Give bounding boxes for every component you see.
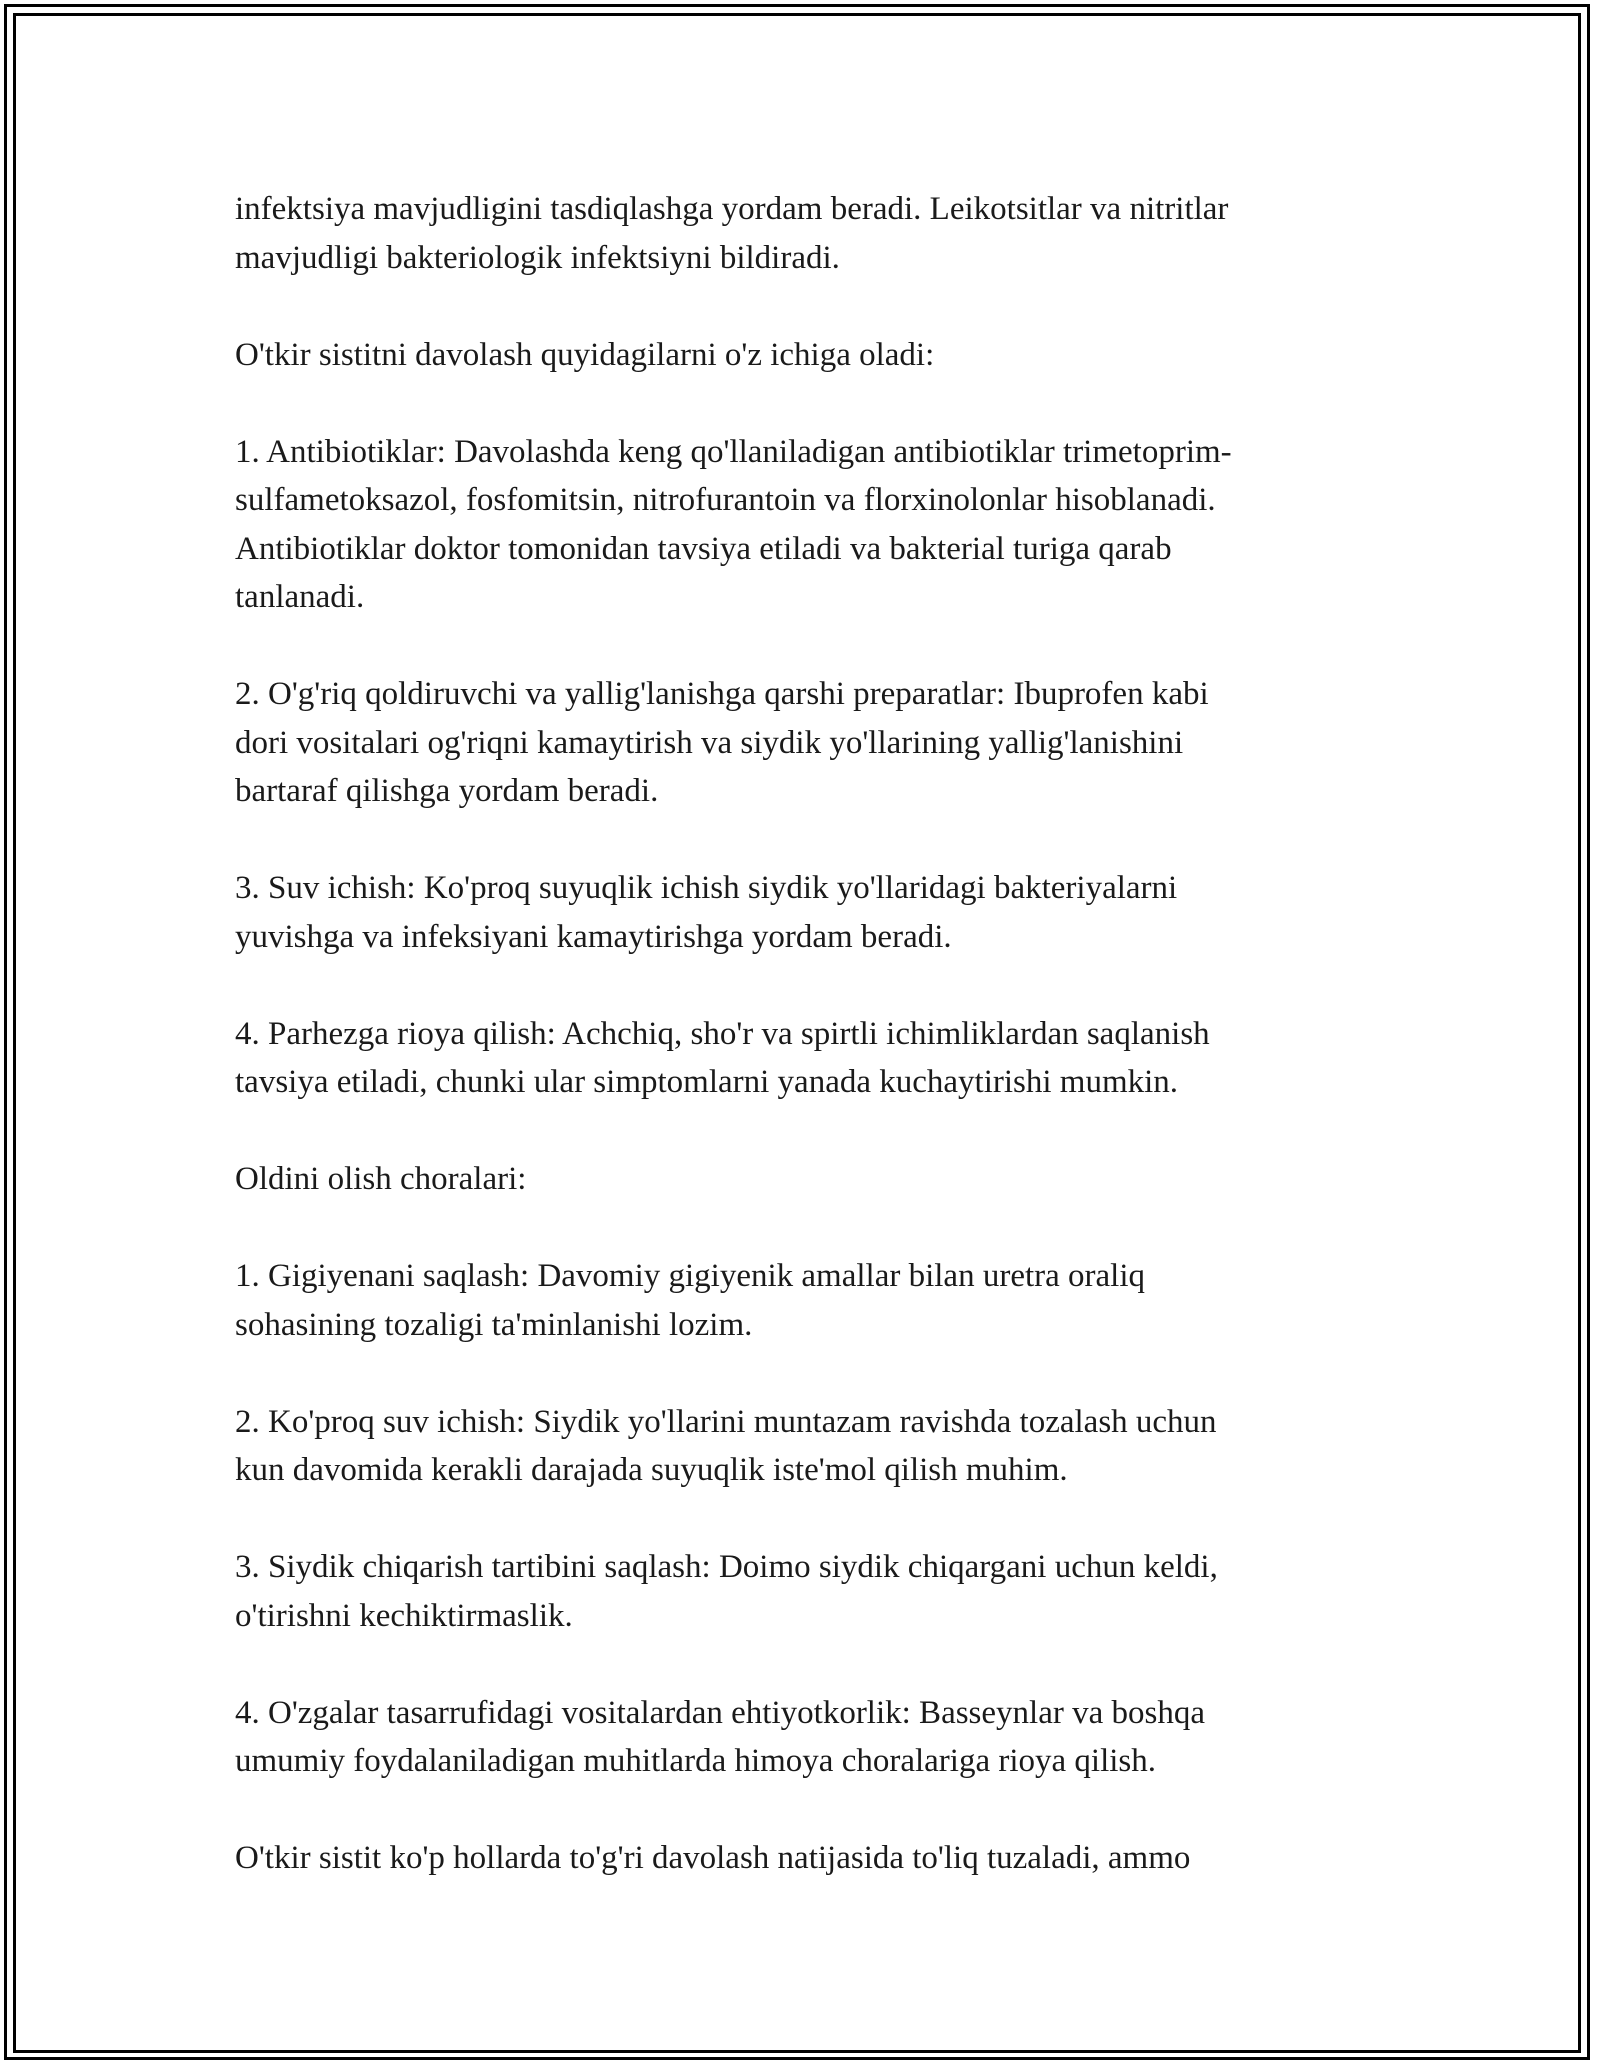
text-line: sohasining tozaligi ta'minlanishi lozim. [235,1306,753,1343]
text-line: kun davomida kerakli darajada suyuqlik iste'mol qilish muhim. [235,1452,1068,1488]
text-line: dori vositalari og'riqni kamaytirish va siydik yo'llarining yallig'lanishini [235,724,1184,761]
text-line: 1. Antibiotiklar: Davolashda keng qo'llaniladigan antibiotiklar trimetoprim- [235,433,1232,470]
text-line: 2. O'g'riq qoldiruvchi va yallig'lanishga qarshi preparatlar: Ibuprofen kabi [235,676,1209,712]
paragraph-treatment-heading [235,331,1365,380]
text-line: bartaraf qilishga yordam beradi. [235,773,659,809]
paragraph-conclusion [235,1834,1365,1883]
paragraph-prevention-heading [235,1155,1365,1204]
paragraph-prevention-shared-spaces [235,1689,1365,1786]
paragraph-treatment-diet [235,1010,1365,1107]
paragraph-treatment-water [235,864,1365,961]
text-line: 4. Parhezga rioya qilish: Achchiq, sho'r va spirtli ichimliklardan saqlanish [235,1015,1210,1052]
text-line: mavjudligi bakteriologik infektsiyni bildiradi. [235,239,840,276]
text-line: umumiy foydalaniladigan muhitlarda himoya choralariga rioya qilish. [235,1743,1157,1779]
text-line: tavsiya etiladi, chunki ular simptomlarni yanada kuchaytirishi mumkin. [235,1064,1179,1100]
paragraph-prevention-hygiene [235,1252,1365,1349]
text-line: O'tkir sistitni davolash quyidagilarni o'z ichiga oladi: [235,336,935,373]
paragraph-prevention-urination [235,1543,1365,1640]
document-body [235,185,1365,1931]
text-line: O'tkir sistit ko'p hollarda to'g'ri davolash natijasida to'liq tuzaladi, ammo [235,1840,1191,1876]
text-line: o'tirishni kechiktirmaslik. [235,1597,573,1634]
text-line: 1. Gigiyenani saqlash: Davomiy gigiyenik amallar bilan uretra oraliq [235,1258,1145,1294]
paragraph-treatment-antibiotics [235,428,1365,622]
text-line: Oldini olish choralari: [235,1161,527,1197]
paragraph-intro-continuation [235,185,1365,282]
text-line: 3. Suv ichish: Ko'proq suyuqlik ichish siydik yo'llaridagi bakteriyalarni [235,870,1178,906]
text-line: 3. Siydik chiqarish tartibini saqlash: Doimo siydik chiqargani uchun keldi, [235,1549,1218,1585]
text-line: yuvishga va infeksiyani kamaytirishga yordam beradi. [235,918,952,955]
paragraph-treatment-painkillers [235,670,1365,816]
text-line: tanlanadi. [235,579,365,615]
text-line: 2. Ko'proq suv ichish: Siydik yo'llarini muntazam ravishda tozalash uchun [235,1403,1217,1440]
text-line: Antibiotiklar doktor tomonidan tavsiya etiladi va bakterial turiga qarab [235,530,1172,567]
text-line: infektsiya mavjudligini tasdiqlashga yordam beradi. Leikotsitlar va nitritlar [235,191,1229,227]
paragraph-prevention-water [235,1398,1365,1495]
text-line: sulfametoksazol, fosfomitsin, nitrofurantoin va florxinolonlar hisoblanadi. [235,482,1216,518]
text-line: 4. O'zgalar tasarrufidagi vositalardan ehtiyotkorlik: Basseynlar va boshqa [235,1694,1205,1731]
